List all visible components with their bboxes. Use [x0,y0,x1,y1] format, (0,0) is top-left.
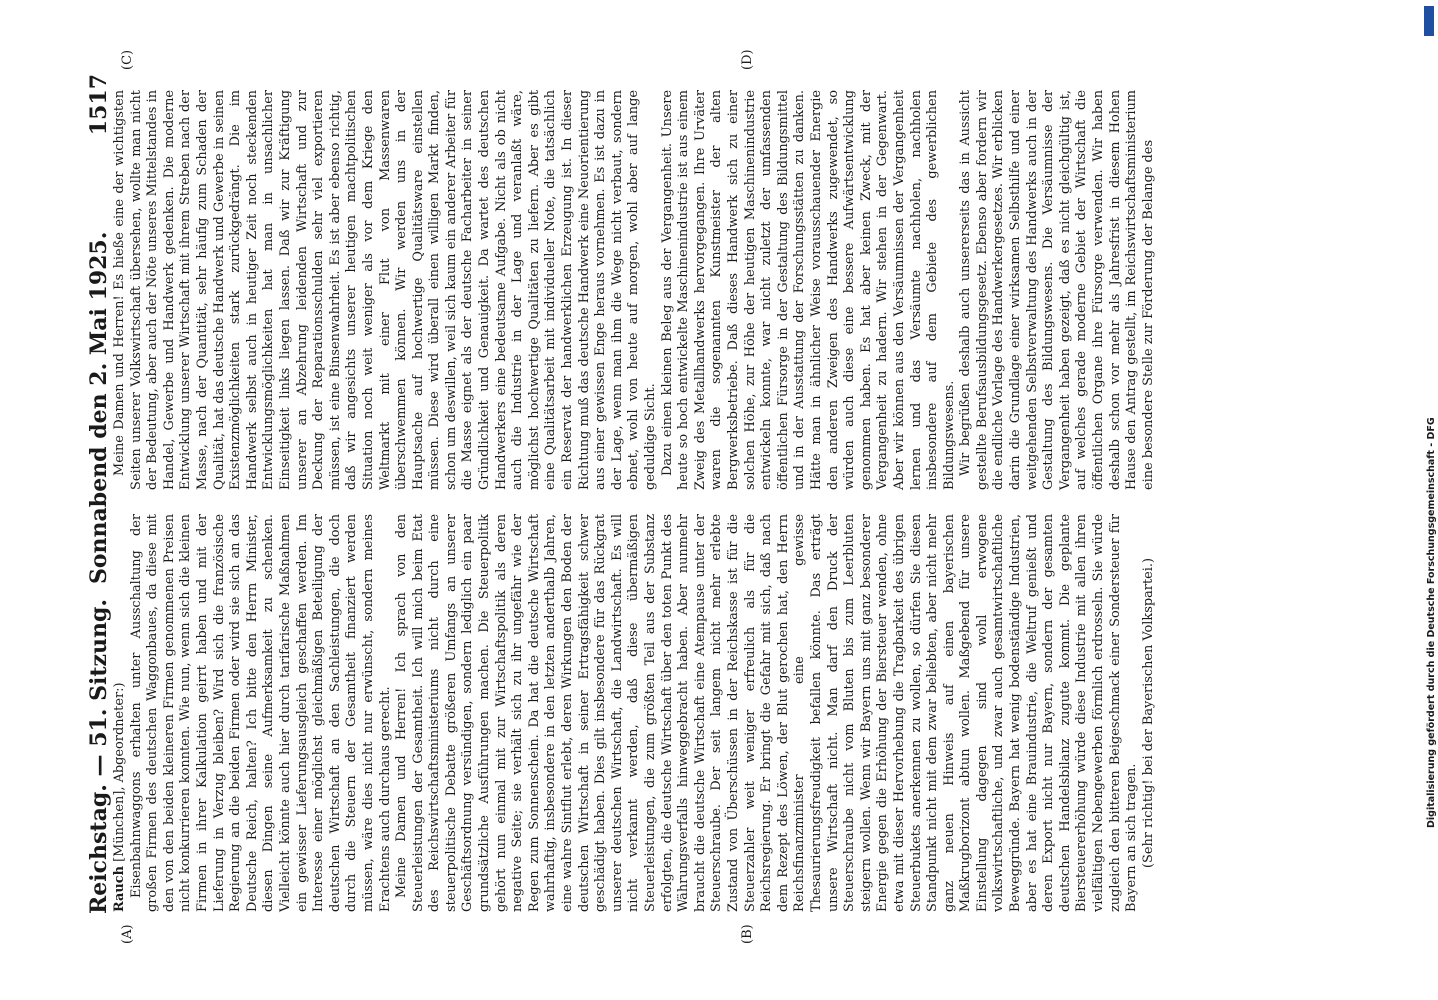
paragraph: Dazu einen kleinen Beleg aus der Vergangenheit. Unsere heute so hoch entwickelte Maschinenindustrie ist aus einem Zweig des Metallhandwerks hervorgegangen. Ihre Urväter waren die sogenannten Kunstmeister der alten Bergwerksbetriebe. Daß dieses Handwerk sich zu einer solchen Höhe, zur Höhe der heutigen Maschinenindustrie entwickeln konnte, war nicht zuletzt der umfassenden öffentlichen Fürsorge in der Gestaltung des Bildungsmittel und in der Ausstattung der Forschungsstätten zu danken. Hätte man in ähnlicher Weise vorausschauender Energie den anderen Zweigen des Handwerks zugewendet, so würden auch diese eine bessere Aufwärtsentwicklung genommen haben. Es hat aber keinen Zweck, mit der Vergangenheit zu hadern. Wir stehen in der Gegenwart. Aber wir können aus den Versäumnissen der Vergangenheit lernen und das Versäumte nachholen, nachholen insbesondere auf dem Gebiete des gewerblichen Bildungswesens. [659,90,957,490]
header-date: Sonnabend den 2. Mai 1925. [86,231,112,584]
right-column [112,90,1157,490]
speaker-line [112,514,129,912]
credit-text: Digitalisierung gefördert durch die Deutsche Forschungsgemeinschaft - DFG [1426,417,1437,828]
paragraph: Meine Damen und Herren! Ich sprach von den Steuerleistungen der Gesamtheit. Ich will mich beim Etat des Reichswirtschaftsministeriums nicht durch eine steuerpolitische Debatte größeren Umfangs an unserer Geschäftsordnung versündigen, sondern lediglich ein paar grundsätzliche Ausführungen machen. Die Steuerpolitik gehört nun einmal mit zur Wirtschaftspolitik als deren negative Seite; sie verhält sich zu ihr ungefähr wie der Regen zum Sonnenschein. Da hat die deutsche Wirtschaft wahrhaftig, insbesondere in den letzten anderthalb Jahren, eine wahre Sintflut erlebt, deren Wirkungen den Boden der deutschen Wirtschaft in seiner Ertragsfähigkeit schwer geschädigt haben. Dies gilt insbesondere für das Rückgrat unserer deutschen Wirtschaft, die Landwirtschaft. Es will nicht verkannt werden, daß diese übermäßigen Steuerleistungen, die zum größten Teil aus der Substanz erfolgten, die deutsche Wirtschaft über den toten Punkt des Währungsverfalls hinweggebracht haben. Aber nunmehr braucht die deutsche Wirtschaft eine Atempause unter der Steuerschraube. Der seit langem nicht mehr erlebte Zustand von Überschüssen in der Reichskasse ist für die Steuerzahler weit weniger erfreulich als für die Reichsregierung. Er bringt die Gefahr mit sich, daß nach dem Rezept des Löwen, der Blut gerochen hat, den Herrn Reichsfinanzminister eine gewisse Thesaurierungsfreudigkeit befallen könnte. Das erträgt unsere Wirtschaft nicht. Man darf den Druck der Steuerschraube nicht vom Bluten bis zum Leerbluten steigern wollen. Wenn wir Bayern uns mit ganz besonderer Energie gegen die Erhöhung der Biersteuer wenden, ohne etwa mit dieser Hervorhebung die Tragbarkeit des übrigen Steuerbukets anerkennen zu wollen, so dürfen Sie diesen Standpunkt nicht mit dem zwar beliebten, aber nicht mehr ganz neuen Hinweis auf einen bayerischen Maßkrugborizont abtun wollen. Maßgebend für unsere Einstellung dagegen sind wohl erwogene volkswirtschaftliche, und zwar auch gesamtwirtschaftliche Beweggründe. Bayern hat wenig bodenständige Industrien, aber es hat eine Brauindustrie, die Weltruf genießt und deren Export nicht nur Bayern, sondern der gesamten deutschen Handelsbilanz zugute kommt. Die geplante Biersteuererhöhung würde diese Industrie mit allen ihren vielfältigen Nebengewerben förmlich erdrosseln. Sie würde zugleich den bitteren Beigeschmack einer Sondersteuer für Bayern an sich tragen. [394,514,1140,912]
left-column [112,514,1157,912]
interjection: (Sehr richtig! bei der Bayerischen Volkspartei.) [1140,557,1156,869]
margin-marker-a: (A) [120,924,135,944]
paragraph: Meine Damen und Herren! Es hieße eine der wichtigsten Seiten unserer Volkswirtschaft übersehen, wollte man nicht der Bedeutung, aber auch der Nöte unseres Mittelstandes in Handel, Gewerbe und Handwerk gedenken. Die moderne Entwicklung unserer Wirtschaft mit ihrem Streben nach der Masse, nach der Quantität, sehr häufig zum Schaden der Qualität, hat das deutsche Handwerk und Gewerbe in seinen Existenzmöglichkeiten stark zurückgedrängt. Die im Handwerk selbst auch in heutiger Zeit noch steckenden Entwicklungsmöglichkeiten hat man in unsachlicher Einseitigkeit links liegen lassen. Daß wir zur Kräftigung unserer an Abzehrung leidenden Wirtschaft und zur Deckung der Reparationsschulden sehr viel exportieren müssen, ist eine Binsenwahrheit. Es ist aber ebenso richtig, daß wir angesichts unserer heutigen machtpolitischen Situation noch weit weniger als vor dem Kriege den Weltmarkt mit einer Flut von Massenwaren überschwemmen können. Wir werden uns in der Hauptsache auf hochwertige Qualitätsware einstellen müssen. Diese wird überall einen willigen Markt finden, schon um deswillen, weil sich kaum ein anderer Arbeiter für die Masse eignet als der deutsche Facharbeiter in seiner Gründlichkeit und Genauigkeit. Da wartet des deutschen Handwerkers eine bedeutsame Aufgabe. Nicht als ob nicht auch die Industrie in der Lage und veranlaßt wäre, möglichst hochwertige Qualitäten zu liefern. Aber es gibt eine Qualitätsarbeit mit individueller Note, die tatsächlich ein Reservat der handwerklichen Erzeugung ist. In dieser Richtung muß das deutsche Handwerk eine Neuorientierung aus einer gewissen Enge heraus vornehmen. Es ist dazu in der Lage, wenn man ihm die Wege nicht verbaut, sondern ebnet, wohl von heute auf morgen, wohl aber auf lange geduldige Sicht. [112,90,658,490]
paragraph: Wir begrüßen deshalb auch unsererseits das in Aussicht gestellte Berufsausbildungsgesetz. Ebenso aber fordern wir die endliche Vorlage des Handwerkergesetzes. Wir erblicken darin die Grundlage einer wirksamen Selbsthilfe und einer weitgehenden Selbstverwaltung des Handwerks auch in der Gestaltung des Bildungswesens. Die Versäumnisse der Vergangenheit haben gezeigt, daß es nicht gleichgültig ist, auf welches gerade moderne Gebiet der Wirtschaft die öffentlichen Organe ihre Fürsorge verwenden. Wir haben deshalb schon vor mehr als Jahresfrist in diesem Hohen Hause den Antrag gestellt, im Reichswirtschaftsministerium eine besondere Stelle zur Förderung der Belange des [958,90,1156,490]
margin-marker-c: (C) [120,49,135,70]
header-session: Reichstag. — 51. Sitzung. [86,598,112,914]
margin-marker-d: (D) [740,49,755,70]
speaker-intro: [München], Abgeordneter:) [112,682,127,862]
margin-marker-b: (B) [740,924,755,944]
digitization-credit [1426,8,1438,828]
page-number: 1517 [86,74,112,136]
speaker-name: Rauch [112,866,127,912]
paragraph: Eisenbahnwaggons erhalten unter Ausschaltung der großen Firmen des deutschen Waggonbaues, da diese mit den von den beiden kleineren Firmen genommenen Preisen nicht konkurrieren konnten. Wie nun, wenn sich die kleinen Firmen in ihrer Kalkulation geirrt haben und mit der Lieferung in Verzug bleiben? Wird sich die französische Regierung an die beiden Firmen oder wird sie sich an das Deutsche Reich, halten? Ich bitte den Herrn Minister, diesen Dingen seine Aufmerksamkeit zu schenken. Vielleicht könnte auch hier durch tarifarische Maßnahmen ein gewisser Lieferungsausgleich geschaffen werden. Im Interesse einer möglichst gleichmäßigen Beteiligung der deutschen Wirtschaft an den Sachleistungen, die doch durch die Steuern der Gesamtheit finanziert werden müssen, wäre dies nicht nur erwünscht, sondern meines Erachtens auch durchaus gerecht. [128,514,393,912]
